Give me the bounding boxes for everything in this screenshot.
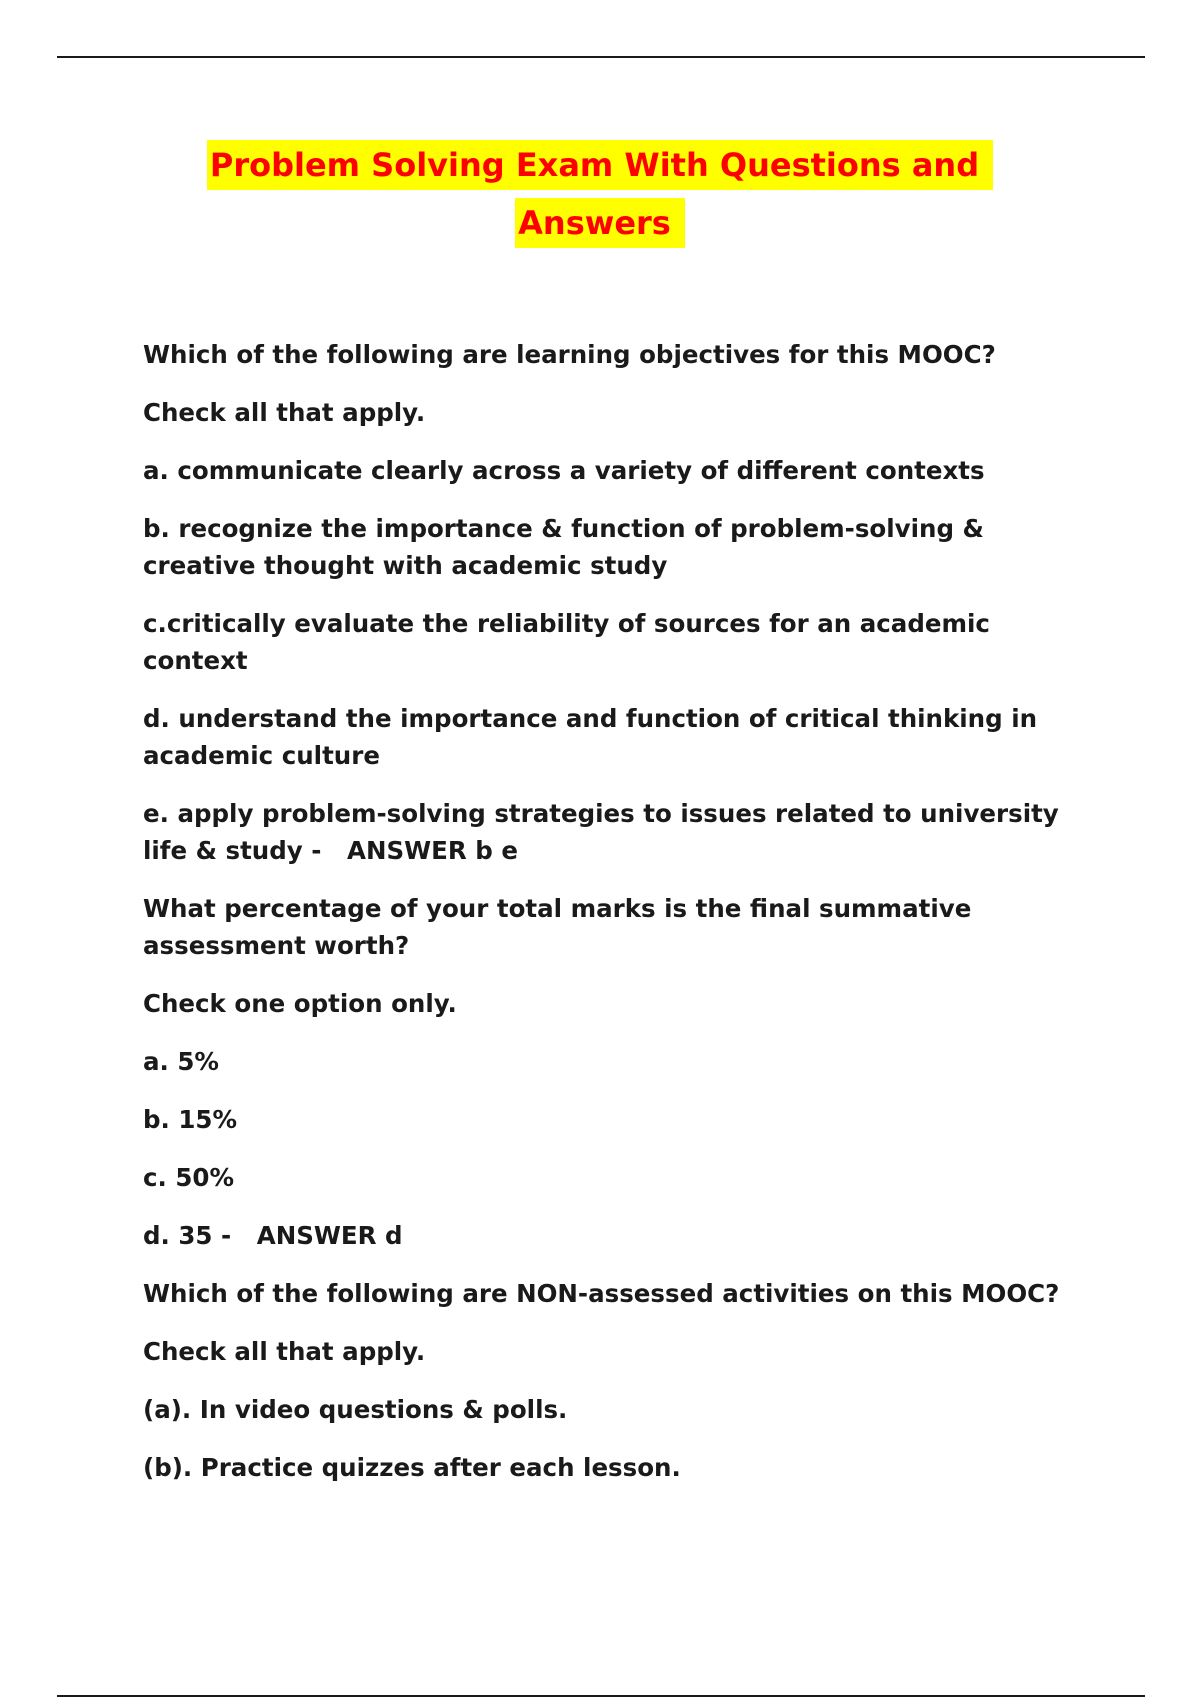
bottom-rule [57,1695,1145,1697]
question-1-text: Which of the following are learning objectives for this MOOC? [143,340,996,369]
top-rule [57,56,1145,58]
question-2-option-a: a. 5% [143,1047,219,1076]
question-3-text: Which of the following are NON-assessed activities on this MOOC? [143,1279,1060,1308]
question-3-option-a: (a). In video questions & polls. [143,1395,568,1424]
question-2-option-c: c. 50% [143,1163,235,1192]
question-1-option-d: d. understand the importance and function of critical thinking in academic culture [143,704,1046,770]
question-1-instruction: Check all that apply. [143,398,426,427]
question-2-option-b: b. 15% [143,1105,238,1134]
question-2-text: What percentage of your total marks is the final summative assessment worth? [143,894,980,960]
title-line-1: Problem Solving Exam With Questions and [207,140,993,190]
document-title [0,140,1200,248]
question-1-option-c: c.critically evaluate the reliability of sources for an academic context [143,609,999,675]
title-line-2: Answers [515,198,685,248]
question-1-option-a: a. communicate clearly across a variety of different contexts [143,456,985,485]
question-2-instruction: Check one option only. [143,989,457,1018]
question-3-instruction: Check all that apply. [143,1337,426,1366]
question-1-option-e-answer: e. apply problem-solving strategies to issues related to university life & study - ANSWER b e [143,799,1068,865]
question-2-option-d-answer: d. 35 - ANSWER d [143,1221,403,1250]
question-3-option-b: (b). Practice quizzes after each lesson. [143,1453,681,1482]
document-body [143,336,1103,1507]
question-1-option-b: b. recognize the importance & function of problem-solving & creative thought with academic study [143,514,993,580]
